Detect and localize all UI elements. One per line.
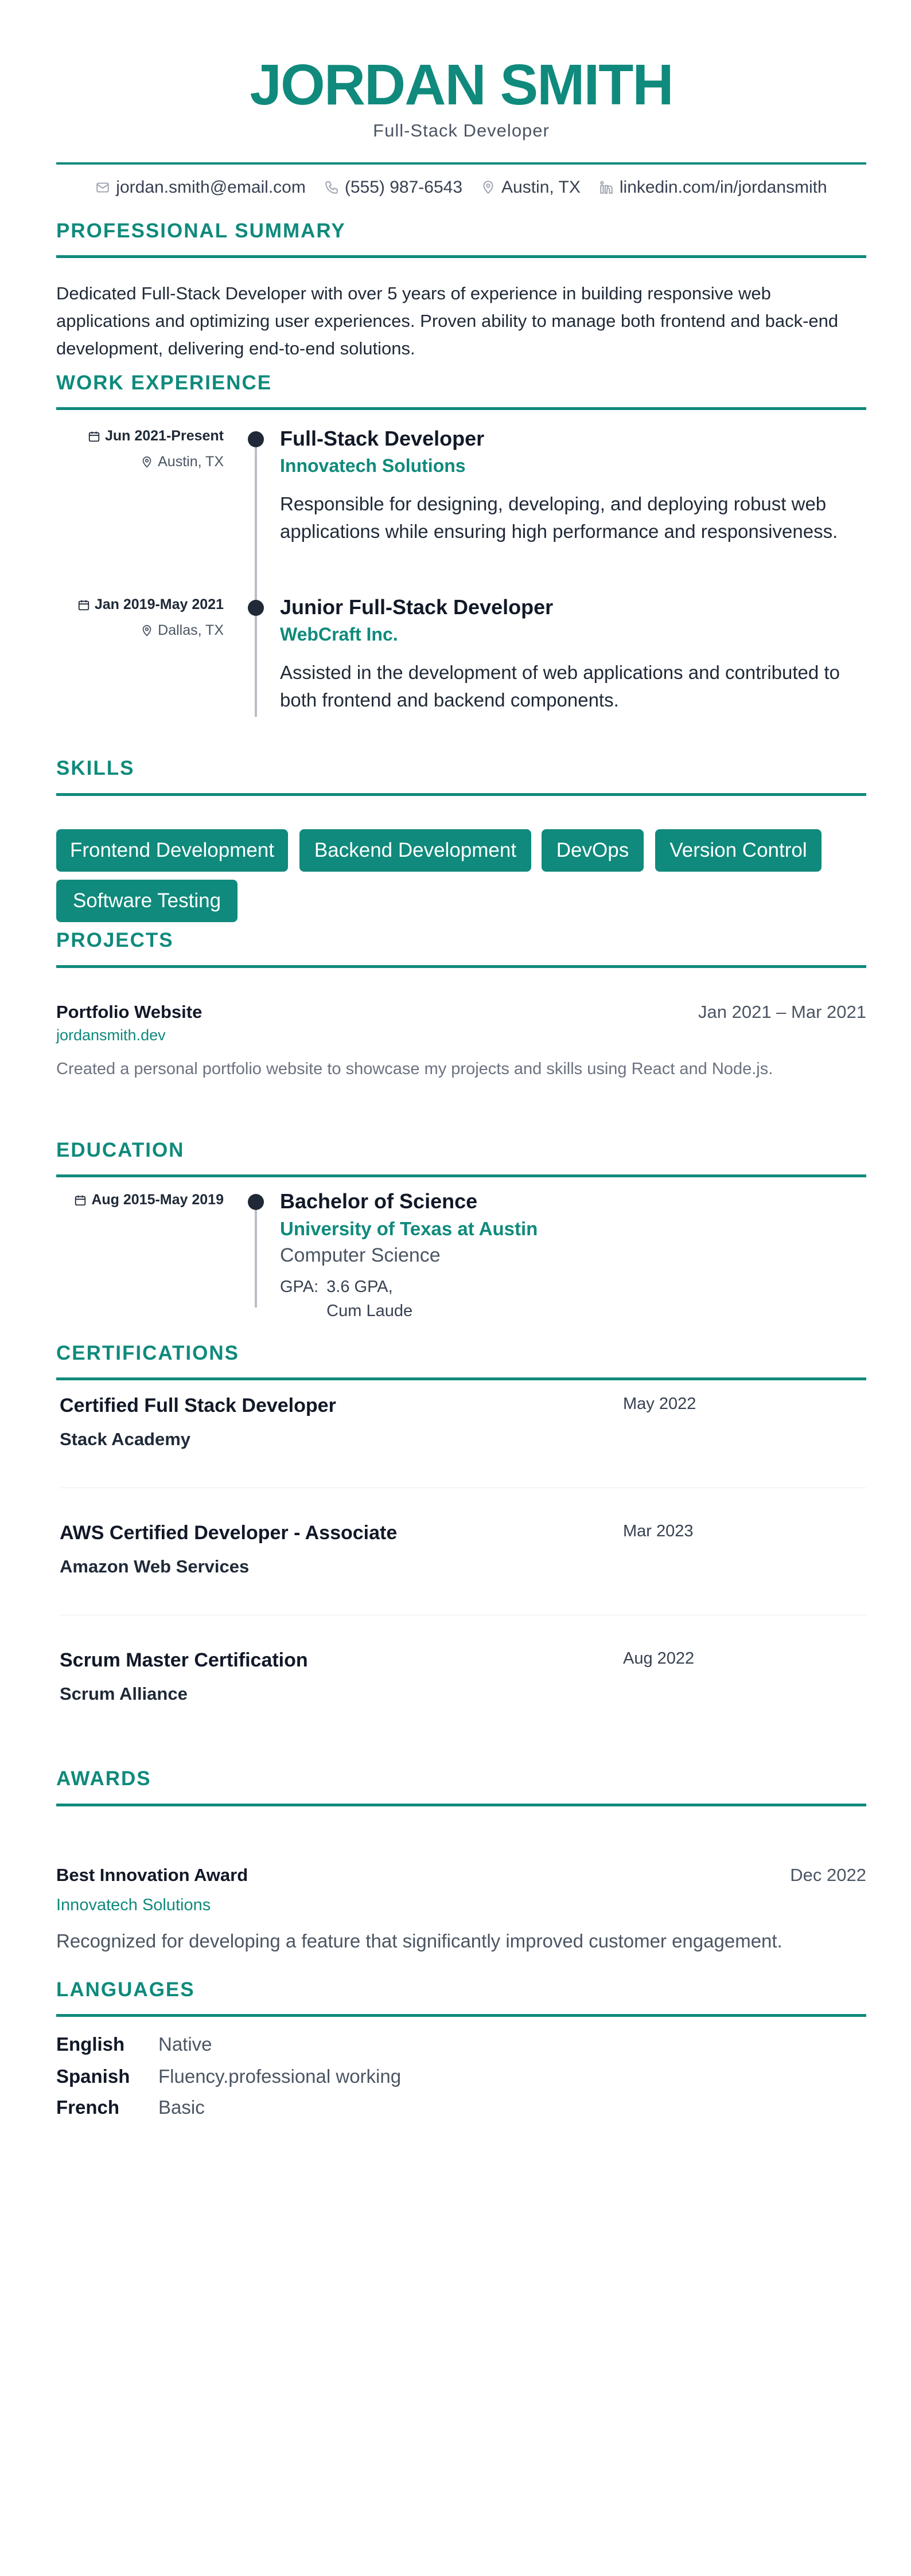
job-location-text: Dallas, TX	[158, 622, 224, 638]
education-date	[56, 1192, 224, 1208]
location-pin-icon	[141, 456, 153, 469]
certification-issuer: Scrum Alliance	[60, 1684, 188, 1704]
phone-text: (555) 987-6543	[344, 178, 463, 197]
education-heading: EDUCATION	[56, 1139, 185, 1161]
project-name: Portfolio Website	[56, 1002, 203, 1022]
skill-chip: Software Testing	[56, 880, 238, 922]
contact-location	[481, 178, 581, 197]
skill-chip: DevOps	[542, 829, 644, 872]
linkedin-icon	[599, 180, 614, 195]
experience-heading: WORK EXPERIENCE	[56, 372, 272, 394]
job-entry	[280, 427, 866, 545]
award-organization: Innovatech Solutions	[56, 1896, 211, 1914]
projects-heading: PROJECTS	[56, 929, 174, 951]
language-level: Fluency.professional working	[158, 2066, 402, 2087]
job-company: WebCraft Inc.	[280, 624, 398, 645]
certification-name: Certified Full Stack Developer	[60, 1395, 336, 1416]
job-location	[56, 454, 224, 470]
summary-heading: PROFESSIONAL SUMMARY	[56, 220, 346, 242]
language-item	[56, 2034, 212, 2055]
linkedin-text: linkedin.com/in/jordansmith	[619, 178, 827, 197]
gpa-score: 3.6 GPA,	[326, 1278, 393, 1296]
location-pin-icon	[141, 625, 153, 637]
location-text: Austin, TX	[501, 178, 581, 197]
education-date-text: Aug 2015-May 2019	[91, 1192, 224, 1208]
candidate-name: JORDAN SMITH	[250, 53, 673, 117]
job-location	[56, 622, 224, 639]
language-item	[56, 2066, 401, 2087]
job-date	[56, 428, 224, 444]
certification-name: AWS Certified Developer - Associate	[60, 1522, 398, 1544]
languages-heading: LANGUAGES	[56, 1978, 195, 2001]
contact-email[interactable]	[95, 178, 306, 197]
skill-chip: Version Control	[655, 829, 822, 872]
email-icon	[95, 180, 110, 195]
projects-rule	[56, 965, 866, 968]
education-entry	[280, 1189, 866, 1323]
awards-rule	[56, 1804, 866, 1806]
field-of-study: Computer Science	[280, 1244, 441, 1266]
contact-phone[interactable]	[324, 178, 462, 197]
project-link[interactable]: jordansmith.dev	[56, 1027, 166, 1044]
location-pin-icon	[481, 180, 496, 195]
project-date: Jan 2021 – Mar 2021	[698, 1002, 866, 1022]
award-name: Best Innovation Award	[56, 1865, 248, 1885]
experience-timeline-line	[255, 443, 257, 717]
summary-rule	[56, 255, 866, 258]
phone-icon	[324, 180, 339, 195]
job-entry	[280, 595, 866, 714]
language-level: Basic	[158, 2097, 205, 2118]
calendar-icon	[77, 599, 90, 611]
project-description: Created a personal portfolio website to showcase my projects and skills using React and Node.js.	[56, 1060, 773, 1078]
awards-heading: AWARDS	[56, 1767, 151, 1790]
skills-heading: SKILLS	[56, 757, 135, 779]
certification-name: Scrum Master Certification	[60, 1649, 308, 1671]
job-meta	[56, 596, 224, 639]
institution: University of Texas at Austin	[280, 1218, 538, 1239]
job-description: Responsible for designing, developing, and deploying robust web applications while ensuring high performance and responsiveness.	[280, 493, 838, 542]
certifications-heading: CERTIFICATIONS	[56, 1342, 240, 1364]
calendar-icon	[74, 1194, 87, 1207]
gpa	[280, 1275, 866, 1323]
job-company: Innovatech Solutions	[280, 455, 466, 476]
timeline-dot	[248, 600, 264, 616]
job-meta	[56, 428, 224, 470]
skill-chip: Backend Development	[299, 829, 531, 872]
job-location-text: Austin, TX	[158, 454, 224, 470]
contact-bar	[56, 178, 866, 197]
certification-date: May 2022	[623, 1395, 696, 1413]
certification-issuer: Stack Academy	[60, 1429, 191, 1449]
skills-rule	[56, 793, 866, 796]
education-meta	[56, 1192, 224, 1208]
language-level: Native	[158, 2034, 212, 2055]
timeline-dot	[248, 1194, 264, 1210]
header-divider	[56, 162, 866, 165]
gpa-value	[326, 1275, 412, 1323]
skill-chip: Frontend Development	[56, 829, 288, 872]
gpa-label: GPA:	[280, 1278, 319, 1296]
job-title: Full-Stack Developer	[280, 427, 485, 450]
job-date	[56, 596, 224, 613]
experience-rule	[56, 407, 866, 410]
award-date: Dec 2022	[790, 1865, 866, 1885]
language-name: French	[56, 2097, 120, 2118]
language-name: English	[56, 2034, 125, 2055]
education-rule	[56, 1174, 866, 1177]
certifications-rule	[56, 1377, 866, 1380]
award-description: Recognized for developing a feature that significantly improved customer engagement.	[56, 1930, 782, 1951]
job-title: Junior Full-Stack Developer	[280, 595, 554, 619]
job-date-text: Jun 2021-Present	[104, 428, 224, 444]
contact-linkedin[interactable]	[599, 178, 827, 197]
calendar-icon	[88, 430, 100, 443]
certification-date: Aug 2022	[623, 1649, 695, 1668]
timeline-dot	[248, 431, 264, 447]
languages-rule	[56, 2014, 866, 2017]
gpa-honors: Cum Laude	[326, 1302, 413, 1320]
job-date-text: Jan 2019-May 2021	[94, 596, 224, 612]
degree: Bachelor of Science	[280, 1189, 478, 1213]
education-timeline-line	[255, 1208, 257, 1307]
language-item	[56, 2097, 205, 2118]
language-name: Spanish	[56, 2066, 130, 2087]
job-description: Assisted in the development of web applications and contributed to both frontend and backend components.	[280, 662, 840, 711]
certification-date: Mar 2023	[623, 1522, 694, 1540]
email-text: jordan.smith@email.com	[116, 178, 306, 197]
certification-issuer: Amazon Web Services	[60, 1556, 250, 1576]
summary-text: Dedicated Full-Stack Developer with over 5 years of experience in building responsive web applications and optimizing user experiences. Proven ability to manage both frontend and back-end development, delivering end-to-end solutions.	[56, 283, 839, 358]
candidate-title: Full-Stack Developer	[373, 120, 550, 140]
